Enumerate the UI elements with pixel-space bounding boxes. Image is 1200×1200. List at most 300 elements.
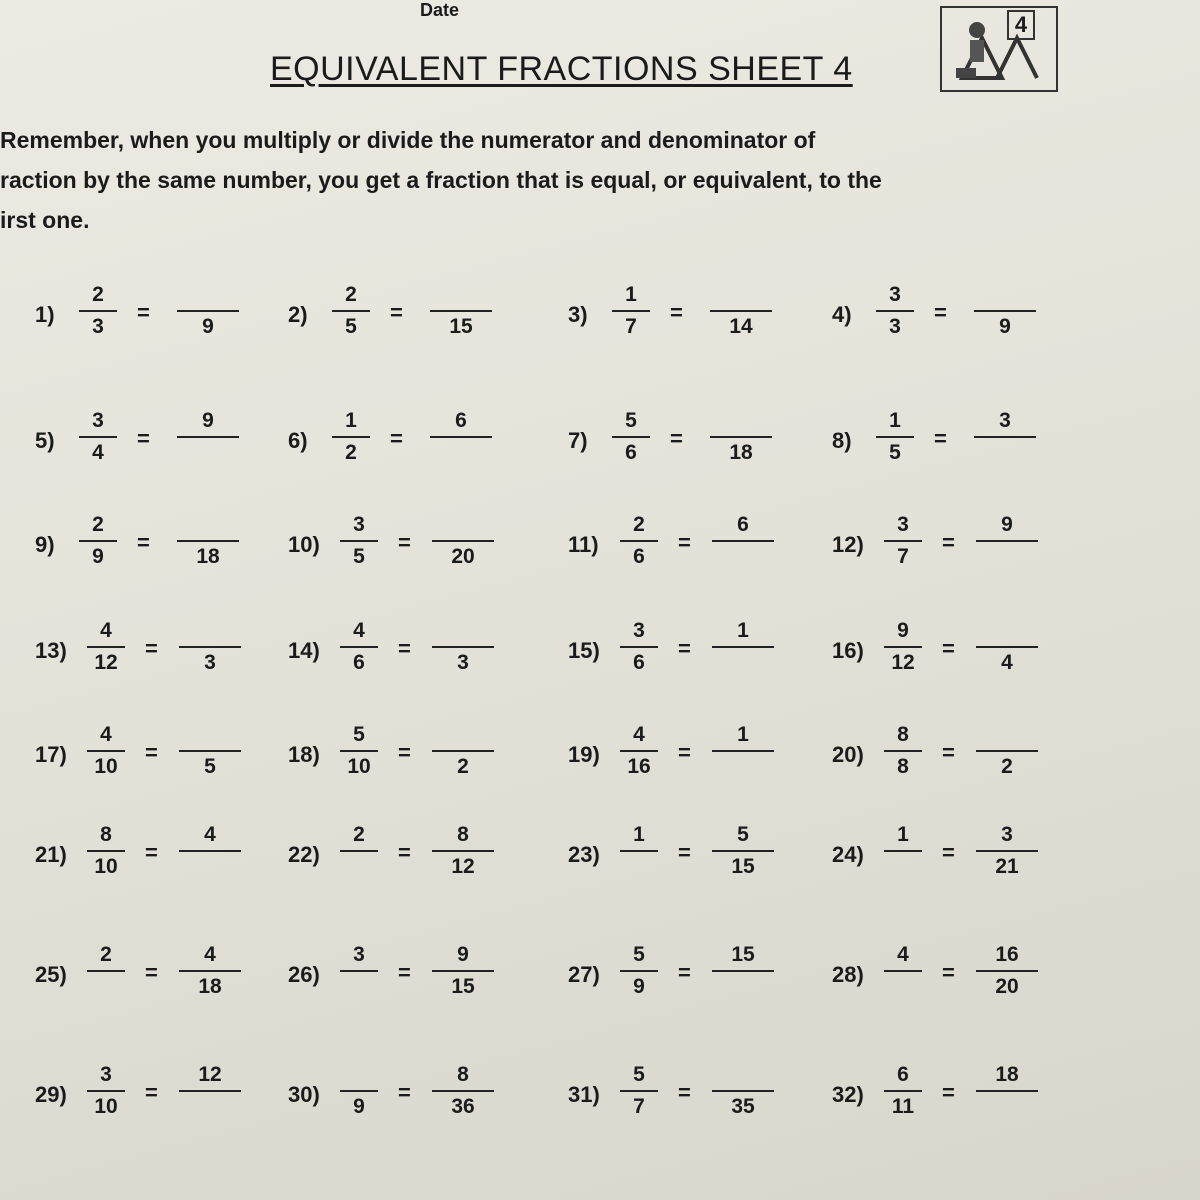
answer-numerator[interactable] — [175, 722, 245, 748]
given-fraction — [870, 282, 920, 340]
sheet-number-badge: 4 — [1007, 10, 1035, 40]
fraction-bar — [620, 1090, 658, 1092]
answer-denominator[interactable] — [970, 440, 1040, 466]
answer-denominator[interactable]: 20 — [451, 545, 475, 568]
numerator: 4 — [353, 619, 365, 642]
problem-number: 23) — [568, 842, 600, 867]
answer-numerator[interactable]: 1 — [737, 619, 749, 642]
problem-23 — [568, 822, 838, 902]
answer-numerator[interactable]: 6 — [455, 409, 467, 432]
answer-bar — [712, 1090, 774, 1092]
problem-12 — [832, 512, 1102, 592]
answer-fraction[interactable] — [173, 512, 243, 570]
answer-fraction[interactable] — [428, 618, 498, 676]
given-fraction — [81, 618, 131, 676]
numerator: 1 — [625, 283, 637, 306]
numerator: 3 — [100, 1063, 112, 1086]
equals-sign: = — [670, 426, 683, 451]
answer-denominator[interactable]: 20 — [995, 975, 1019, 998]
fraction-bar — [884, 540, 922, 542]
problem-9 — [35, 512, 305, 592]
numerator: 8 — [100, 823, 112, 846]
answer-bar — [974, 436, 1036, 438]
answer-numerator[interactable]: 1 — [737, 723, 749, 746]
answer-fraction[interactable] — [708, 722, 778, 780]
answer-numerator[interactable]: 9 — [457, 943, 469, 966]
answer-numerator[interactable] — [426, 282, 496, 308]
answer-denominator[interactable]: 35 — [731, 1095, 755, 1118]
answer-numerator[interactable]: 12 — [198, 1063, 222, 1086]
equals-sign: = — [137, 300, 150, 325]
problem-25 — [35, 942, 305, 1022]
answer-fraction[interactable] — [173, 408, 243, 466]
answer-fraction[interactable] — [708, 512, 778, 570]
answer-numerator[interactable] — [708, 1062, 778, 1088]
fraction-bar — [340, 750, 378, 752]
answer-fraction[interactable] — [706, 408, 776, 466]
fraction-bar — [332, 310, 370, 312]
denominator: 6 — [633, 651, 645, 674]
fraction-bar — [87, 1090, 125, 1092]
answer-fraction[interactable] — [428, 1062, 498, 1120]
equals-sign: = — [145, 1080, 158, 1105]
equals-sign: = — [137, 426, 150, 451]
answer-numerator[interactable]: 4 — [204, 943, 216, 966]
answer-fraction[interactable] — [708, 618, 778, 676]
given-fraction — [334, 942, 384, 1000]
denominator — [614, 854, 664, 880]
denominator: 10 — [94, 1095, 118, 1118]
denominator: 16 — [627, 755, 651, 778]
answer-denominator[interactable]: 2 — [457, 755, 469, 778]
problem-number: 27) — [568, 962, 600, 987]
problem-10 — [288, 512, 558, 592]
answer-denominator[interactable]: 14 — [729, 315, 753, 338]
equals-sign: = — [145, 740, 158, 765]
problem-5 — [35, 408, 305, 488]
problem-26 — [288, 942, 558, 1022]
instructions-line-1: Remember, when you multiply or divide the numerator and denominator of — [0, 127, 816, 153]
denominator — [878, 854, 928, 880]
answer-bar — [430, 436, 492, 438]
answer-bar — [179, 850, 241, 852]
teacher-logo-icon — [942, 8, 1056, 90]
problem-number: 28) — [832, 962, 864, 987]
answer-numerator[interactable]: 9 — [202, 409, 214, 432]
numerator: 5 — [353, 723, 365, 746]
answer-numerator[interactable]: 6 — [737, 513, 749, 536]
fraction-bar — [340, 1090, 378, 1092]
numerator: 4 — [100, 619, 112, 642]
answer-denominator[interactable]: 36 — [451, 1095, 475, 1118]
answer-fraction[interactable] — [972, 942, 1042, 1000]
answer-denominator[interactable]: 9 — [999, 315, 1011, 338]
problem-number: 11) — [568, 532, 599, 557]
numerator: 2 — [92, 513, 104, 536]
answer-numerator[interactable]: 8 — [457, 1063, 469, 1086]
given-fraction — [878, 512, 928, 570]
problem-14 — [288, 618, 558, 698]
given-fraction — [606, 282, 656, 340]
problem-number: 13) — [35, 638, 67, 663]
answer-denominator[interactable] — [708, 974, 778, 1000]
problem-number: 18) — [288, 742, 320, 767]
answer-fraction[interactable] — [175, 822, 245, 880]
answer-bar — [976, 750, 1038, 752]
answer-bar — [710, 310, 772, 312]
instructions-line-3: irst one. — [0, 207, 90, 233]
problem-number: 25) — [35, 962, 67, 987]
denominator — [334, 974, 384, 1000]
answer-denominator[interactable]: 3 — [204, 651, 216, 674]
denominator: 5 — [345, 315, 357, 338]
answer-fraction[interactable] — [428, 822, 498, 880]
equals-sign: = — [942, 1080, 955, 1105]
answer-bar — [177, 540, 239, 542]
answer-denominator[interactable]: 5 — [204, 755, 216, 778]
given-fraction — [334, 722, 384, 780]
answer-numerator[interactable]: 15 — [731, 943, 755, 966]
instructions — [0, 120, 1060, 240]
given-fraction — [614, 618, 664, 676]
answer-denominator[interactable]: 9 — [202, 315, 214, 338]
problem-13 — [35, 618, 305, 698]
answer-bar — [432, 750, 494, 752]
answer-denominator[interactable] — [708, 544, 778, 570]
answer-denominator[interactable] — [972, 544, 1042, 570]
numerator: 3 — [897, 513, 909, 536]
problem-15 — [568, 618, 838, 698]
answer-bar — [976, 850, 1038, 852]
answer-numerator[interactable]: 5 — [737, 823, 749, 846]
fraction-bar — [332, 436, 370, 438]
answer-denominator[interactable]: 15 — [731, 855, 755, 878]
equals-sign: = — [934, 300, 947, 325]
answer-numerator[interactable] — [428, 618, 498, 644]
answer-denominator[interactable]: 15 — [451, 975, 475, 998]
answer-bar — [432, 1090, 494, 1092]
problem-32 — [832, 1062, 1102, 1142]
answer-fraction[interactable] — [428, 722, 498, 780]
answer-denominator[interactable]: 15 — [449, 315, 473, 338]
answer-denominator[interactable] — [175, 1094, 245, 1120]
equals-sign: = — [398, 740, 411, 765]
problem-number: 22) — [288, 842, 320, 867]
denominator: 2 — [345, 441, 357, 464]
answer-fraction[interactable] — [175, 722, 245, 780]
fraction-bar — [620, 646, 658, 648]
numerator: 3 — [633, 619, 645, 642]
given-fraction — [73, 408, 123, 466]
answer-denominator[interactable] — [708, 650, 778, 676]
numerator: 4 — [633, 723, 645, 746]
answer-fraction[interactable] — [970, 282, 1040, 340]
numerator: 3 — [889, 283, 901, 306]
problem-number: 16) — [832, 638, 864, 663]
answer-denominator[interactable]: 12 — [451, 855, 475, 878]
answer-fraction[interactable] — [173, 282, 243, 340]
numerator: 1 — [897, 823, 909, 846]
answer-numerator[interactable] — [173, 282, 243, 308]
problem-number: 20) — [832, 742, 864, 767]
numerator: 3 — [353, 943, 365, 966]
answer-denominator[interactable] — [708, 754, 778, 780]
numerator: 2 — [353, 823, 365, 846]
problem-16 — [832, 618, 1102, 698]
problem-22 — [288, 822, 558, 902]
numerator: 4 — [897, 943, 909, 966]
given-fraction — [326, 282, 376, 340]
answer-denominator[interactable] — [972, 1094, 1042, 1120]
equals-sign: = — [390, 426, 403, 451]
given-fraction — [334, 512, 384, 570]
answer-fraction[interactable] — [426, 408, 496, 466]
problem-number: 8) — [832, 428, 852, 453]
page-title: EQUIVALENT FRACTIONS SHEET 4 — [270, 50, 853, 88]
equals-sign: = — [398, 1080, 411, 1105]
equals-sign: = — [678, 840, 691, 865]
given-fraction — [614, 512, 664, 570]
problem-19 — [568, 722, 838, 802]
given-fraction — [81, 722, 131, 780]
equals-sign: = — [678, 1080, 691, 1105]
denominator — [81, 974, 131, 1000]
date-label: Date — [420, 0, 460, 20]
given-fraction — [878, 942, 928, 1000]
numerator: 2 — [100, 943, 112, 966]
answer-numerator[interactable]: 9 — [1001, 513, 1013, 536]
numerator: 5 — [633, 1063, 645, 1086]
denominator: 6 — [633, 545, 645, 568]
problem-11 — [568, 512, 838, 592]
fraction-bar — [340, 646, 378, 648]
answer-fraction[interactable] — [175, 618, 245, 676]
answer-bar — [712, 970, 774, 972]
equals-sign: = — [678, 530, 691, 555]
answer-denominator[interactable]: 21 — [995, 855, 1019, 878]
answer-fraction[interactable] — [972, 722, 1042, 780]
problem-number: 17) — [35, 742, 67, 767]
denominator: 6 — [353, 651, 365, 674]
denominator: 4 — [92, 441, 104, 464]
numerator: 2 — [345, 283, 357, 306]
numerator: 1 — [345, 409, 357, 432]
fraction-bar — [340, 970, 378, 972]
answer-bar — [179, 750, 241, 752]
answer-bar — [712, 540, 774, 542]
fraction-bar — [340, 540, 378, 542]
answer-fraction[interactable] — [972, 512, 1042, 570]
fraction-bar — [620, 850, 658, 852]
equals-sign: = — [137, 530, 150, 555]
answer-fraction[interactable] — [708, 942, 778, 1000]
given-fraction — [81, 1062, 131, 1120]
denominator: 5 — [889, 441, 901, 464]
problem-number: 3) — [568, 302, 588, 327]
answer-numerator[interactable] — [706, 408, 776, 434]
problem-4 — [832, 282, 1102, 362]
answer-numerator[interactable]: 3 — [1001, 823, 1013, 846]
fraction-bar — [87, 750, 125, 752]
numerator: 1 — [889, 409, 901, 432]
fraction-bar — [79, 310, 117, 312]
answer-numerator[interactable] — [173, 512, 243, 538]
answer-bar — [432, 540, 494, 542]
given-fraction — [614, 1062, 664, 1120]
answer-bar — [976, 540, 1038, 542]
answer-bar — [976, 1090, 1038, 1092]
instructions-line-2: raction by the same number, you get a fraction that is equal, or equivalent, to the — [0, 167, 882, 193]
problem-30 — [288, 1062, 558, 1142]
numerator: 4 — [100, 723, 112, 746]
equals-sign: = — [678, 960, 691, 985]
answer-numerator[interactable] — [972, 618, 1042, 644]
answer-denominator[interactable]: 4 — [1001, 651, 1013, 674]
problem-number: 2) — [288, 302, 308, 327]
equals-sign: = — [398, 636, 411, 661]
answer-denominator[interactable]: 18 — [729, 441, 753, 464]
numerator: 1 — [633, 823, 645, 846]
equals-sign: = — [398, 840, 411, 865]
answer-bar — [179, 970, 241, 972]
answer-denominator[interactable]: 18 — [198, 975, 222, 998]
answer-numerator[interactable] — [706, 282, 776, 308]
fraction-bar — [87, 646, 125, 648]
given-fraction — [878, 1062, 928, 1120]
answer-fraction[interactable] — [972, 1062, 1042, 1120]
problem-number: 29) — [35, 1082, 67, 1107]
fraction-bar — [87, 970, 125, 972]
fraction-bar — [79, 436, 117, 438]
answer-numerator[interactable]: 8 — [457, 823, 469, 846]
denominator: 9 — [353, 1095, 365, 1118]
fraction-bar — [612, 436, 650, 438]
equals-sign: = — [678, 636, 691, 661]
given-fraction — [81, 942, 131, 1000]
answer-fraction[interactable] — [708, 822, 778, 880]
equals-sign: = — [390, 300, 403, 325]
answer-numerator[interactable] — [428, 512, 498, 538]
fraction-bar — [620, 750, 658, 752]
problem-8 — [832, 408, 1102, 488]
problem-number: 31) — [568, 1082, 600, 1107]
problem-number: 4) — [832, 302, 852, 327]
answer-denominator[interactable]: 3 — [457, 651, 469, 674]
equals-sign: = — [942, 960, 955, 985]
denominator: 10 — [347, 755, 371, 778]
equals-sign: = — [670, 300, 683, 325]
answer-numerator[interactable]: 18 — [995, 1063, 1019, 1086]
answer-denominator[interactable] — [173, 440, 243, 466]
answer-fraction[interactable] — [708, 1062, 778, 1120]
equals-sign: = — [942, 636, 955, 661]
fraction-bar — [884, 646, 922, 648]
answer-fraction[interactable] — [175, 1062, 245, 1120]
answer-numerator[interactable] — [175, 618, 245, 644]
problem-2 — [288, 282, 558, 362]
problem-3 — [568, 282, 838, 362]
numerator: 3 — [92, 409, 104, 432]
problem-28 — [832, 942, 1102, 1022]
answer-denominator[interactable]: 2 — [1001, 755, 1013, 778]
given-fraction — [81, 822, 131, 880]
fraction-bar — [884, 970, 922, 972]
problem-7 — [568, 408, 838, 488]
given-fraction — [73, 512, 123, 570]
problem-number: 10) — [288, 532, 320, 557]
answer-fraction[interactable] — [972, 822, 1042, 880]
denominator: 7 — [625, 315, 637, 338]
fraction-bar — [884, 1090, 922, 1092]
answer-bar — [430, 310, 492, 312]
fraction-bar — [620, 970, 658, 972]
answer-fraction[interactable] — [970, 408, 1040, 466]
given-fraction — [878, 722, 928, 780]
answer-bar — [177, 310, 239, 312]
answer-fraction[interactable] — [706, 282, 776, 340]
answer-bar — [712, 750, 774, 752]
numerator: 8 — [897, 723, 909, 746]
equals-sign: = — [398, 530, 411, 555]
answer-numerator[interactable] — [972, 722, 1042, 748]
answer-fraction[interactable] — [428, 512, 498, 570]
answer-bar — [177, 436, 239, 438]
equals-sign: = — [678, 740, 691, 765]
answer-numerator[interactable]: 16 — [995, 943, 1019, 966]
answer-numerator[interactable] — [428, 722, 498, 748]
answer-numerator[interactable]: 4 — [204, 823, 216, 846]
given-fraction — [614, 822, 664, 880]
denominator: 10 — [94, 855, 118, 878]
problem-1 — [35, 282, 305, 362]
numerator — [334, 1062, 384, 1088]
answer-fraction[interactable] — [426, 282, 496, 340]
answer-denominator[interactable]: 18 — [196, 545, 220, 568]
logo — [940, 6, 1058, 92]
problem-number: 15) — [568, 638, 600, 663]
equals-sign: = — [145, 840, 158, 865]
fraction-bar — [884, 750, 922, 752]
numerator: 9 — [897, 619, 909, 642]
given-fraction — [614, 942, 664, 1000]
problem-29 — [35, 1062, 305, 1142]
problem-number: 12) — [832, 532, 864, 557]
answer-bar — [432, 646, 494, 648]
answer-denominator[interactable] — [426, 440, 496, 466]
answer-bar — [179, 1090, 241, 1092]
problem-number: 30) — [288, 1082, 320, 1107]
equals-sign: = — [942, 840, 955, 865]
problem-20 — [832, 722, 1102, 802]
numerator: 5 — [633, 943, 645, 966]
answer-denominator[interactable] — [175, 854, 245, 880]
problem-number: 1) — [35, 302, 55, 327]
fraction-bar — [612, 310, 650, 312]
equals-sign: = — [942, 740, 955, 765]
given-fraction — [334, 822, 384, 880]
answer-fraction[interactable] — [972, 618, 1042, 676]
answer-numerator[interactable]: 3 — [999, 409, 1011, 432]
answer-numerator[interactable] — [970, 282, 1040, 308]
fraction-bar — [876, 436, 914, 438]
answer-fraction[interactable] — [428, 942, 498, 1000]
answer-bar — [712, 646, 774, 648]
answer-fraction[interactable] — [175, 942, 245, 1000]
given-fraction — [334, 618, 384, 676]
problem-number: 7) — [568, 428, 588, 453]
denominator: 3 — [92, 315, 104, 338]
denominator: 3 — [889, 315, 901, 338]
